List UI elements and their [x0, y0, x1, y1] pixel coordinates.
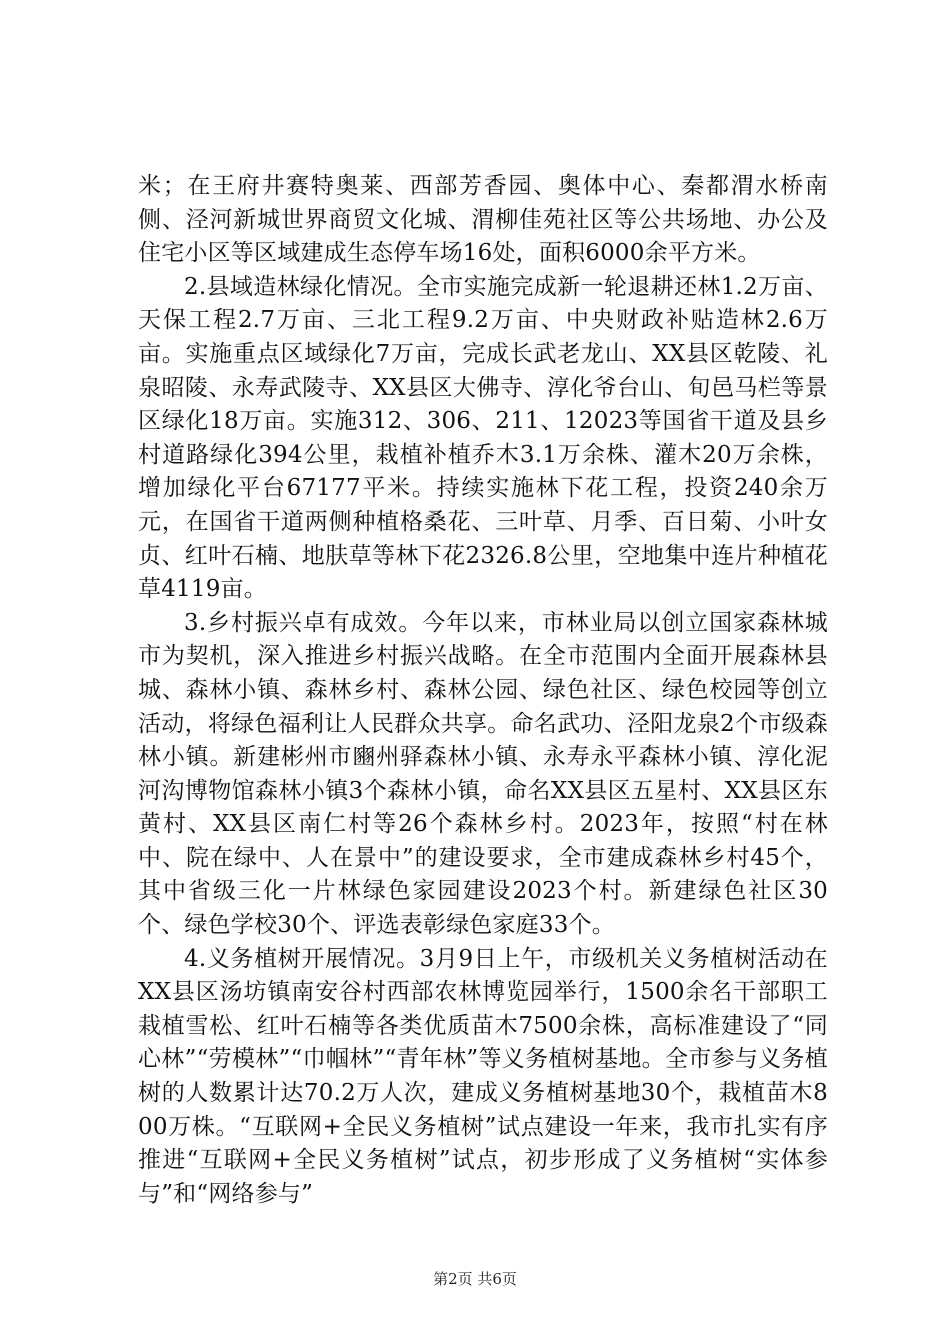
paragraph-county-afforestation: 2.县域造林绿化情况。全市实施完成新一轮退耕还林1.2万亩、天保工程2.7万亩、三北工程9.2万亩、中央财政补贴造林2.6万亩。实施重点区域绿化7万亩，完成长武老龙山、XX县区乾陵、礼泉昭陵、永寿武陵寺、XX县区大佛寺、淳化爷台山、旬邑马栏等景区绿化18万亩。实施312、306、211、12023等国省干道及县乡村道路绿化394公里，栽植补植乔木3.1万余株、灌木20万余株，增加绿化平台67177平米。持续实施林下花工程，投资240余万元，在国省干道两侧种植格桑花、三叶草、月季、百日菊、小叶女贞、红叶石楠、地肤草等林下花2326.8公里，空地集中连片种植花草4119亩。	[138, 273, 828, 603]
page-number-footer: 第2页 共6页	[433, 1270, 517, 1288]
paragraph-voluntary-tree-planting: 4.义务植树开展情况。3月9日上午，市级机关义务植树活动在XX县区汤坊镇南安谷村西部农林博览园举行，1500余名干部职工栽植雪松、红叶石楠等各类优质苗木7500余株，高标准建设了“同心林”“劳模林”“巾帼林”“青年林”等义务植树基地。全市参与义务植树的人数累计达70.2万人次，建成义务植树基地30个，栽植苗木800万株。“互联网+全民义务植树”试点建设一年来，我市扎实有序推进“互联网+全民义务植树”试点，初步形成了义务植树“实体参与”和“网络参与”	[138, 945, 828, 1207]
paragraph-continuation: 米；在王府井赛特奥莱、西部芳香园、奥体中心、秦都渭水桥南侧、泾河新城世界商贸文化城、渭柳佳苑社区等公共场地、办公及住宅小区等区域建成生态停车场16处，面积6000余平方米。	[138, 173, 828, 267]
body-text	[138, 170, 828, 1211]
paragraph-rural-revitalization: 3.乡村振兴卓有成效。今年以来，市林业局以创立国家森林城市为契机，深入推进乡村振兴战略。在全市范围内全面开展森林县城、森林小镇、森林乡村、森林公园、绿色社区、绿色校园等创立活动，将绿色福利让人民群众共享。命名武功、泾阳龙泉2个市级森林小镇。新建彬州市豳州驿森林小镇、永寿永平森林小镇、淳化泥河沟博物馆森林小镇3个森林小镇，命名XX县区五星村、XX县区东黄村、XX县区南仁村等26个森林乡村。2023年，按照“村在林中、院在绿中、人在景中”的建设要求，全市建成森林乡村45个，其中省级三化一片林绿色家园建设2023个村。新建绿色社区30个、绿色学校30个、评选表彰绿色家庭33个。	[138, 609, 828, 939]
